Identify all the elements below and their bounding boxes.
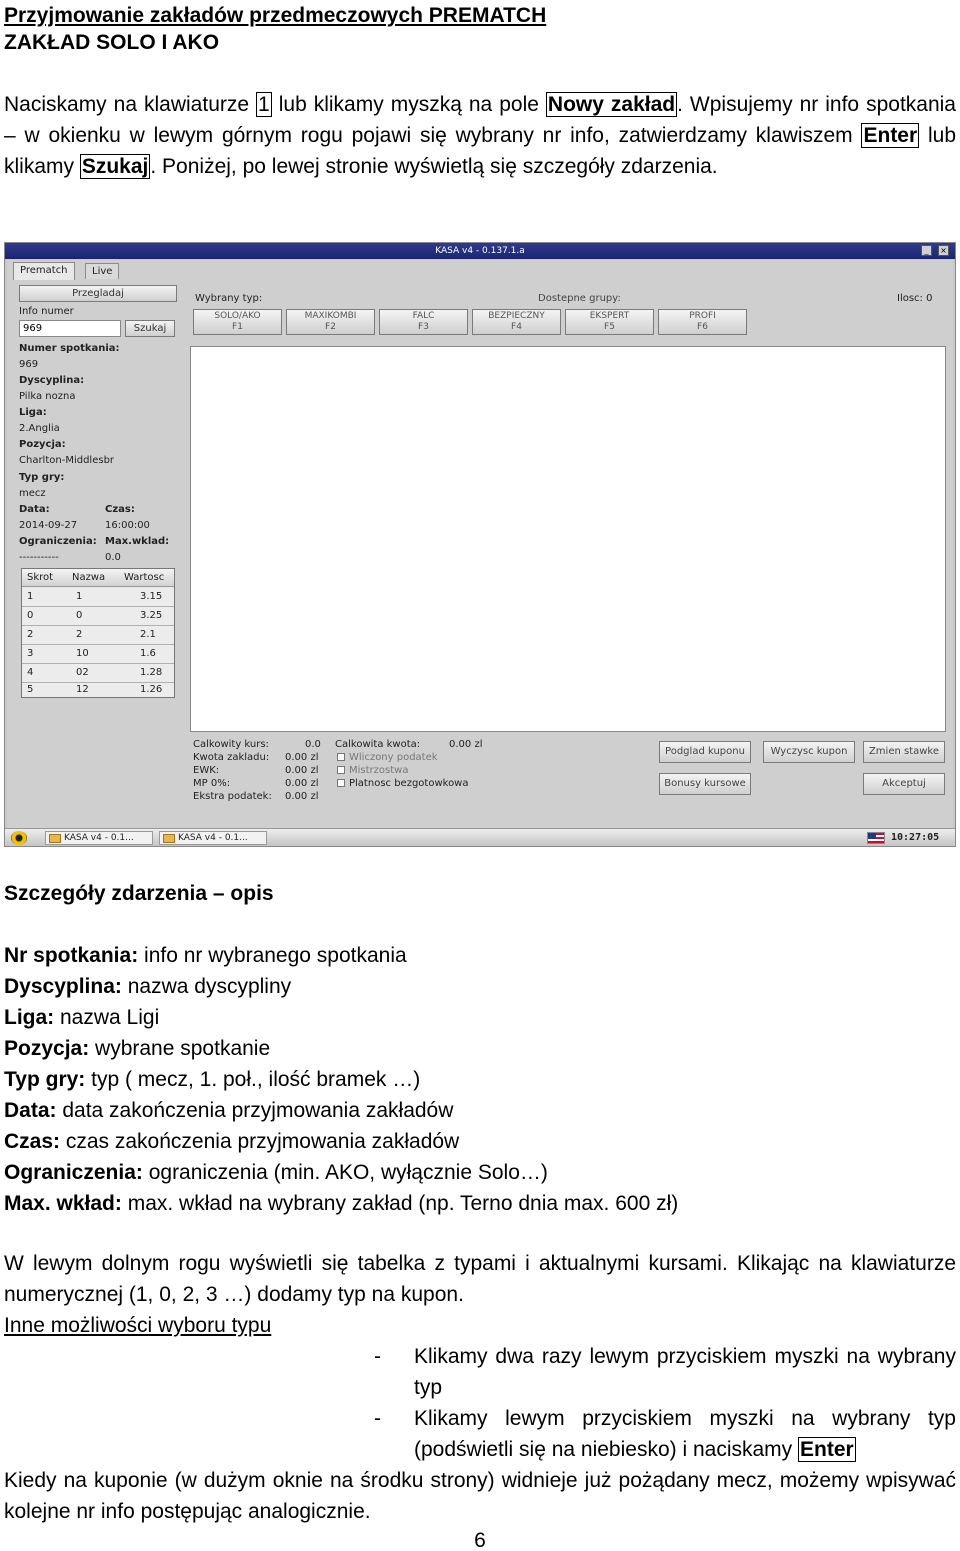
table-row[interactable] xyxy=(22,607,174,626)
close-icon[interactable]: × xyxy=(938,245,949,256)
list-item xyxy=(4,1095,956,1126)
other-options-heading: Inne możliwości wyboru typu xyxy=(4,1314,272,1337)
coupon-area[interactable] xyxy=(190,346,946,732)
match-number-value: 969 xyxy=(19,359,39,370)
checkbox-icon xyxy=(337,779,345,787)
mp-label: MP 0%: xyxy=(193,778,231,789)
table-row[interactable] xyxy=(22,683,174,697)
left-panel xyxy=(19,285,179,815)
list-item xyxy=(4,1188,956,1219)
key-1: 1 xyxy=(258,93,270,116)
item-text: data zakończenia przyjmowania zakładów xyxy=(56,1099,454,1122)
championships-checkbox[interactable] xyxy=(337,764,408,777)
closing-paragraph: Kiedy na kuponie (w dużym oknie na środku strony) widnieje już pożądany mecz, możemy wpisywać kolejne nr info postępując analogicznie. xyxy=(4,1469,956,1523)
intro-text-1: Naciskamy na klawiaturze xyxy=(4,93,257,116)
type-button-name: MAXIKOMBI xyxy=(304,311,357,321)
cell-code: 0 xyxy=(27,610,34,621)
folder-icon xyxy=(49,834,61,843)
type-button-falc[interactable] xyxy=(379,309,468,335)
bullet-text xyxy=(414,1403,956,1465)
item-text: info nr wybranego spotkania xyxy=(138,944,407,967)
odds-table xyxy=(21,568,175,698)
date-value: 2014-09-27 xyxy=(19,520,78,531)
checkbox-icon xyxy=(337,766,345,774)
item-label: Data: xyxy=(4,1099,57,1122)
bullet-text: Klikamy dwa razy lewym przyciskiem myszki na wybrany typ xyxy=(414,1345,956,1399)
total-odds-label: Calkowity kurs: xyxy=(193,739,269,750)
preview-coupon-button[interactable]: Podglad kuponu xyxy=(659,741,751,763)
window-title: KASA v4 - 0.137.1.a xyxy=(435,246,525,256)
championships-label: Mistrzostwa xyxy=(349,765,409,776)
intro-text-4: lub klikamy xyxy=(4,124,957,178)
league-label: Liga: xyxy=(19,407,47,418)
window-client xyxy=(7,260,953,828)
start-menu-icon[interactable] xyxy=(11,831,27,845)
count-label: Ilosc: 0 xyxy=(897,293,933,304)
folder-icon xyxy=(163,834,175,843)
bullet-text-body: Klikamy lewym przyciskiem myszki na wybrany typ (podświetli się na niebiesko) i naciskamy xyxy=(414,1407,956,1461)
tax-included-checkbox[interactable] xyxy=(337,751,438,764)
item-text: nazwa Ligi xyxy=(54,1006,160,1029)
cell-value: 1.26 xyxy=(140,684,163,695)
taskbar-item-label: KASA v4 - 0.1... xyxy=(64,833,134,843)
type-button-key: F2 xyxy=(325,322,336,332)
taskbar-item[interactable] xyxy=(45,831,153,845)
type-button-name: SOLO/AKO xyxy=(214,311,261,321)
position-label: Pozycja: xyxy=(19,439,66,450)
type-button-key: F3 xyxy=(418,322,429,332)
cell-value: 1.6 xyxy=(140,648,156,659)
cell-name: 12 xyxy=(76,684,89,695)
clear-coupon-button[interactable]: Wyczysc kupon xyxy=(763,741,855,763)
item-text: ograniczenia (min. AKO, wyłącznie Solo…) xyxy=(142,1161,548,1184)
list-item xyxy=(4,1126,956,1157)
item-label: Pozycja: xyxy=(4,1037,90,1060)
cell-code: 2 xyxy=(27,629,34,640)
type-button-key: F1 xyxy=(232,322,243,332)
intro-text-5: . Poniżej, po lewej stronie wyświetlą się szczegóły zdarzenia. xyxy=(150,155,718,178)
stake-value: 0.00 zl xyxy=(285,752,319,763)
league-value: 2.Anglia xyxy=(19,423,60,434)
accept-button[interactable]: Akceptuj xyxy=(863,773,945,795)
item-label: Czas: xyxy=(4,1130,61,1153)
item-text: typ ( mecz, 1. poł., ilość bramek …) xyxy=(85,1068,421,1091)
odds-table-paragraph: W lewym dolnym rogu wyświetli się tabelka z typami i aktualnymi kursami. Klikając na klawiaturze numerycznej (1, 0, 2, 3 …) dodamy typ na kupon. xyxy=(4,1252,956,1306)
tax-included-label: Wliczony podatek xyxy=(349,752,438,763)
cell-name: 1 xyxy=(76,591,83,602)
key-enter: Enter xyxy=(863,124,918,147)
cell-name: 10 xyxy=(76,648,89,659)
search-button[interactable]: Szukaj xyxy=(125,320,175,337)
stake-label: Kwota zakladu: xyxy=(193,752,270,763)
table-row[interactable] xyxy=(22,626,174,645)
cell-code: 4 xyxy=(27,667,34,678)
limits-value: ----------- xyxy=(19,552,59,563)
type-button-name: EKSPERT xyxy=(589,311,630,321)
window-titlebar xyxy=(5,243,955,259)
table-row[interactable] xyxy=(22,645,174,664)
extra-tax-label: Ekstra podatek: xyxy=(193,791,272,802)
max-stake-value: 0.0 xyxy=(105,552,121,563)
discipline-label: Dyscyplina: xyxy=(19,375,85,386)
taskbar-item-label: KASA v4 - 0.1... xyxy=(178,833,248,843)
app-screenshot xyxy=(4,242,956,847)
intro-text-3: . Wpisujemy nr info spotkania – w okienku w lewym górnym rogu pojawi się wybrany nr info, zatwierdzamy klawiszem xyxy=(4,93,956,147)
cell-name: 2 xyxy=(76,629,83,640)
item-text: wybrane spotkanie xyxy=(89,1037,271,1060)
item-label: Liga: xyxy=(4,1006,55,1029)
col-header-code[interactable]: Skrot xyxy=(27,572,54,583)
total-odds-value: 0.0 xyxy=(305,739,321,750)
item-label: Nr spotkania: xyxy=(4,944,139,967)
item-label: Dyscyplina: xyxy=(4,975,122,998)
type-button-name: BEZPIECZNY xyxy=(488,311,545,321)
type-button-key: F6 xyxy=(697,322,708,332)
minimize-icon[interactable]: _ xyxy=(921,245,932,256)
list-item xyxy=(4,1064,956,1095)
tab-prematch[interactable]: Prematch xyxy=(13,262,75,280)
col-header-name[interactable]: Nazwa xyxy=(72,572,106,583)
max-stake-label: Max.wklad: xyxy=(105,536,170,547)
list-item xyxy=(4,940,956,971)
cell-value: 3.25 xyxy=(140,610,163,621)
time-label: Czas: xyxy=(105,504,135,515)
list-item xyxy=(374,1341,956,1403)
position-value: Charlton-Middlesbr xyxy=(19,455,115,466)
type-button-name: PROFI xyxy=(689,311,716,321)
available-groups-label: Dostepne grupy: xyxy=(538,293,621,304)
cell-code: 5 xyxy=(27,684,34,695)
ewk-label: EWK: xyxy=(193,765,220,776)
item-label: Max. wkład: xyxy=(4,1192,122,1215)
odds-bonus-button[interactable]: Bonusy kursowe xyxy=(659,773,751,795)
key-new-bet: Nowy zakład xyxy=(547,93,676,116)
list-item xyxy=(4,1002,956,1033)
table-row[interactable] xyxy=(22,664,174,683)
taskbar-item[interactable] xyxy=(159,831,267,845)
list-item xyxy=(4,1033,956,1064)
cell-value: 2.1 xyxy=(140,629,156,640)
tab-live[interactable]: Live xyxy=(85,263,119,279)
key-enter: Enter xyxy=(800,1438,854,1461)
cell-code: 1 xyxy=(27,591,34,602)
cell-name: 02 xyxy=(76,667,89,678)
document-title: Przyjmowanie zakładów przedmeczowych PREMATCH xyxy=(4,4,547,27)
type-button-solo-ako[interactable] xyxy=(193,309,282,335)
type-button-bezpieczny[interactable] xyxy=(472,309,561,335)
bullet-dash: - xyxy=(374,1407,381,1430)
info-number-input[interactable] xyxy=(19,320,121,337)
item-label: Ograniczenia: xyxy=(4,1161,143,1184)
limits-label: Ograniczenia: xyxy=(19,536,97,547)
type-button-key: F4 xyxy=(511,322,522,332)
game-type-label: Typ gry: xyxy=(19,472,65,483)
mp-value: 0.00 zl xyxy=(285,778,319,789)
list-item xyxy=(4,971,956,1002)
change-stake-button[interactable]: Zmien stawke xyxy=(863,741,945,763)
extra-tax-value: 0.00 zl xyxy=(285,791,319,802)
key-search: Szukaj xyxy=(81,155,149,178)
cell-code: 3 xyxy=(27,648,34,659)
page-number: 6 xyxy=(474,1529,486,1551)
language-flag-icon[interactable] xyxy=(867,832,885,844)
type-button-key: F5 xyxy=(604,322,615,332)
cashless-label: Platnosc bezgotowkowa xyxy=(349,778,469,789)
intro-paragraph xyxy=(4,89,956,182)
type-button-name: FALC xyxy=(412,311,435,321)
odds-table-header xyxy=(22,569,174,587)
selected-type-label: Wybrany typ: xyxy=(195,293,263,304)
info-number-label: Info numer xyxy=(19,306,74,317)
cashless-checkbox[interactable] xyxy=(337,777,469,790)
ewk-value: 0.00 zl xyxy=(285,765,319,776)
table-row[interactable] xyxy=(22,588,174,607)
taskbar-clock: 10:27:05 xyxy=(891,832,940,843)
item-text: max. wkład na wybrany zakład (np. Terno dnia max. 600 zł) xyxy=(121,1192,679,1215)
cell-value: 3.15 xyxy=(140,591,163,602)
col-header-value[interactable]: Wartosc xyxy=(124,572,165,583)
bullet-dash: - xyxy=(374,1345,381,1368)
match-number-label: Numer spotkania: xyxy=(19,343,120,354)
browse-button[interactable]: Przegladaj xyxy=(19,285,177,302)
list-item xyxy=(4,1157,956,1188)
time-value: 16:00:00 xyxy=(105,520,150,531)
cell-value: 1.28 xyxy=(140,667,163,678)
game-type-value: mecz xyxy=(19,488,46,499)
document-subtitle: ZAKŁAD SOLO I AKO xyxy=(4,31,220,54)
total-amount-label: Calkowita kwota: xyxy=(335,739,421,750)
details-description-list xyxy=(4,940,956,1219)
checkbox-icon xyxy=(337,753,345,761)
type-button-ekspert[interactable] xyxy=(565,309,654,335)
taskbar xyxy=(5,828,955,846)
date-label: Data: xyxy=(19,504,50,515)
type-button-profi[interactable] xyxy=(658,309,747,335)
cell-name: 0 xyxy=(76,610,83,621)
discipline-value: Pilka nozna xyxy=(19,391,76,402)
details-heading: Szczegóły zdarzenia – opis xyxy=(4,882,274,905)
type-button-maxikombi[interactable] xyxy=(286,309,375,335)
item-text: czas zakończenia przyjmowania zakładów xyxy=(60,1130,460,1153)
intro-text-2: lub klikamy myszką na pole xyxy=(271,93,546,116)
item-text: nazwa dyscypliny xyxy=(121,975,292,998)
total-amount-value: 0.00 zl xyxy=(449,739,483,750)
item-label: Typ gry: xyxy=(4,1068,86,1091)
list-item xyxy=(374,1403,956,1465)
